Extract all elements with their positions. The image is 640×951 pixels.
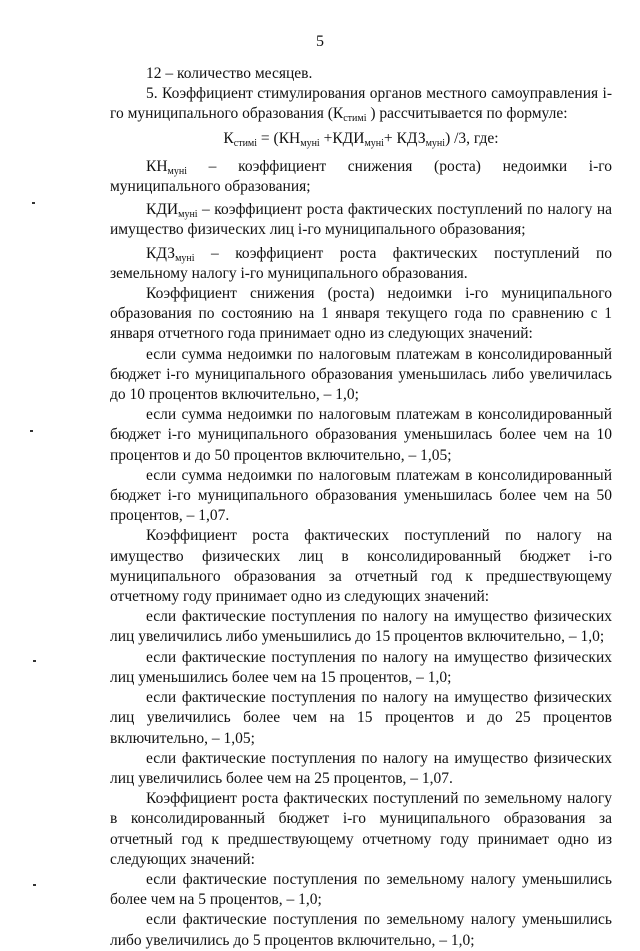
paragraph-text: Коэффициент роста фактических поступлений по налогу на имущество физических лиц в консолидированный бюджет i-го муниципального образования за отчетный год к предшествующему отчетному году принимает одно из следующих значений: xyxy=(110,527,612,606)
scan-mark xyxy=(32,202,35,204)
paragraph xyxy=(110,405,612,466)
formula-text: +КДИ xyxy=(319,129,365,147)
formula-subscript: муні xyxy=(364,137,384,149)
scan-mark xyxy=(33,660,36,662)
paragraph-text: если фактические поступления по налогу на имущество физических лиц увеличились более чем на 25 процентов, – 1,07. xyxy=(110,749,612,787)
paragraph-text: если сумма недоимки по налоговым платежам в консолидированный бюджет i-го муниципального образования уменьшилась либо увеличилась до 10 процентов включительно, – 1,0; xyxy=(110,345,612,404)
paragraph xyxy=(110,345,612,406)
paragraph-text: КДЗ xyxy=(146,244,176,262)
paragraph-text: если сумма недоимки по налоговым платежам в консолидированный бюджет i-го муниципального образования уменьшилась более чем на 10 процентов и до 50 процентов включительно, – 1,05; xyxy=(110,406,612,464)
paragraph xyxy=(110,910,612,950)
paragraph xyxy=(110,284,612,345)
paragraph-text: 5. Коэффициент стимулирования органов местного самоуправления i-го муниципального образования (К xyxy=(110,85,612,123)
paragraph-text: если фактические поступления по налогу на имущество физических лиц увеличились либо уменьшились до 15 процентов включительно, – 1,0; xyxy=(110,608,612,646)
paragraph xyxy=(110,200,612,240)
paragraph-text-continued: – коэффициент роста фактических поступлений по налогу на имущество физических лиц i-го муниципального образования; xyxy=(110,201,612,239)
subscript: стимi xyxy=(343,113,367,125)
formula-text: К xyxy=(223,129,234,147)
subscript: муні xyxy=(178,209,198,221)
paragraph-text: если фактические поступления по земельному налогу уменьшились более чем на 5 процентов, – 1,0; xyxy=(110,870,612,909)
formula-text: = (КН xyxy=(257,129,301,147)
paragraph-text-continued: – коэффициент роста фактических поступлений по земельному налогу i-го муниципального образования. xyxy=(110,244,612,282)
page-number: 5 xyxy=(316,33,324,50)
paragraph-text-continued: ) рассчитывается по формуле: xyxy=(366,105,568,123)
scan-mark xyxy=(33,884,36,886)
paragraph xyxy=(110,688,612,749)
paragraph-text: если фактические поступления по налогу на имущество физических лиц увеличились более чем на 15 процентов и до 25 процентов включительно, – 1,05; xyxy=(110,689,612,747)
paragraph-text: если фактические поступления по налогу на имущество физических лиц уменьшились более чем на 15 процентов, – 1,0; xyxy=(110,648,612,686)
paragraph xyxy=(110,870,612,910)
paragraph-text: 12 – количество месяцев. xyxy=(146,65,313,82)
paragraph-text: КДИ xyxy=(146,201,179,219)
paragraph-text: если фактические поступления по земельному налогу уменьшились либо увеличились до 5 процентов включительно, – 1,0; xyxy=(110,911,612,949)
paragraph xyxy=(110,607,612,647)
paragraph-text: КН xyxy=(146,157,168,175)
paragraph xyxy=(110,789,612,870)
formula-subscript: стимi xyxy=(233,137,258,149)
subscript: муні xyxy=(175,252,195,264)
formula-text: + КДЗ xyxy=(383,129,426,147)
paragraph-text-continued: – коэффициент снижения (роста) недоимки i-го муниципального образования; xyxy=(110,157,612,196)
paragraph xyxy=(110,466,612,527)
paragraph xyxy=(110,526,612,607)
paragraph-text: если сумма недоимки по налоговым платежам в консолидированный бюджет i-го муниципального образования уменьшилась более чем на 50 процентов, – 1,07. xyxy=(110,466,612,525)
formula-text: ) /3, где: xyxy=(445,129,499,147)
paragraph xyxy=(110,64,612,84)
paragraph-text: Коэффициент роста фактических поступлений по земельному налогу в консолидированный бюджет i-го муниципального образования за отчетный год к предшествующему отчетному году принимает одно из следующих значений: xyxy=(110,790,612,868)
formula-subscript: муні xyxy=(425,137,446,149)
paragraph xyxy=(110,749,612,789)
paragraph xyxy=(110,84,612,124)
paragraph xyxy=(110,648,612,688)
formula-subscript: муні xyxy=(300,137,320,149)
subscript: муні xyxy=(167,165,188,177)
scan-mark xyxy=(30,430,33,432)
document-body xyxy=(110,64,612,951)
paragraph xyxy=(110,157,612,197)
formula xyxy=(110,129,612,149)
paragraph xyxy=(110,244,612,284)
paragraph-text: Коэффициент снижения (роста) недоимки i-го муниципального образования по состоянию на 1 января текущего года по сравнению с 1 января отчетного года принимает одно из следующих значений: xyxy=(110,285,612,343)
